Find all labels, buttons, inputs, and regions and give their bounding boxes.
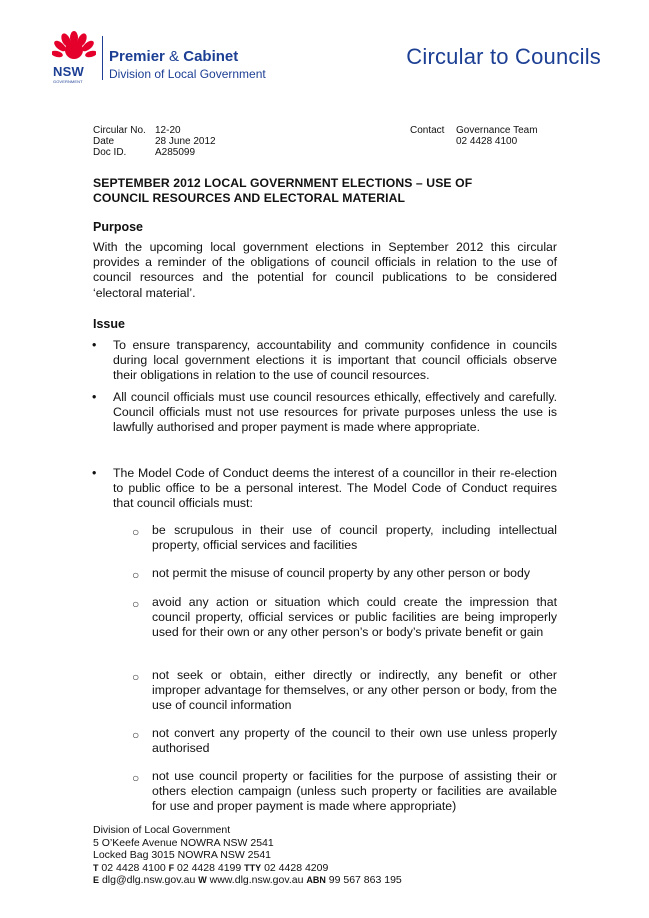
sub-bullet-marker: ○: [132, 771, 140, 785]
footer-street: 5 O’Keefe Avenue NOWRA NSW 2541: [93, 836, 274, 849]
circular-meta: [93, 125, 216, 158]
tty-label: TTY: [244, 862, 262, 873]
conduct-item-6: not use council property or facilities for the purpose of assisting their or others election campaign (unless such property or facilities are available for use and proper payment is made where appropriate): [152, 769, 557, 814]
contact-label: Contact: [410, 125, 445, 136]
doc-id-label: Doc ID.: [93, 147, 127, 158]
doc-id: A285099: [155, 147, 196, 158]
sub-bullet-marker: ○: [132, 670, 140, 684]
purpose-heading: Purpose: [93, 220, 144, 234]
logo-nsw-text: NSW: [53, 64, 84, 79]
conduct-item-5: not convert any property of the council to their own use unless properly authorised: [152, 726, 557, 756]
footer-postal: Locked Bag 3015 NOWRA NSW 2541: [93, 849, 272, 862]
fax-label: F: [168, 862, 175, 873]
org-name-part1: Premier: [109, 48, 165, 65]
conduct-item-3: avoid any action or situation which could create the impression that council property, official services or public facilities are being improperly used for their own or any other person’s or body’s private benefit or gain: [152, 595, 557, 640]
contact-name: Governance Team: [456, 125, 538, 136]
bullet-marker: •: [92, 390, 97, 404]
fax-value: 02 4428 4199: [177, 861, 242, 874]
sub-bullet-marker: ○: [132, 597, 140, 611]
footer-address: [93, 824, 402, 887]
bullet-marker: •: [92, 338, 97, 352]
issue-bullet-3: The Model Code of Conduct deems the interest of a councillor in their re-election to public office to be a personal interest. The Model Code of Conduct requires that council officials must:: [113, 466, 557, 511]
contact-phone: 02 4428 4100: [456, 136, 518, 147]
phone-label: T: [93, 862, 99, 873]
web-value[interactable]: www.dlg.nsw.gov.au: [209, 874, 304, 887]
circular-title-line2: COUNCIL RESOURCES AND ELECTORAL MATERIAL: [93, 191, 406, 205]
circular-title-line1: SEPTEMBER 2012 LOCAL GOVERNMENT ELECTIONS – USE OF: [93, 176, 473, 190]
date-value: 28 June 2012: [155, 136, 216, 147]
conduct-item-4: not seek or obtain, either directly or indirectly, any benefit or other improper advantage for themselves, or any other person or body, from the use of council information: [152, 668, 557, 713]
abn-label: ABN: [306, 875, 326, 886]
document-type-title: Circular to Councils: [406, 44, 601, 69]
email-value[interactable]: dlg@dlg.nsw.gov.au: [101, 874, 196, 887]
tty-value: 02 4428 4209: [264, 861, 329, 874]
date-label: Date: [93, 136, 115, 147]
org-name: [109, 48, 238, 65]
sub-bullet-marker: ○: [132, 568, 140, 582]
circular-title: [93, 176, 563, 206]
issue-heading: Issue: [93, 317, 125, 331]
circular-no: 12-20: [155, 125, 181, 136]
sub-bullet-marker: ○: [132, 525, 140, 539]
issue-bullet-2: All council officials must use council resources ethically, effectively and carefully. Council officials must not use resources for private purposes unless the use is lawfully authorised and proper payment is made where appropriate.: [113, 390, 557, 435]
conduct-item-1: be scrupulous in their use of council property, including intellectual property, official services and facilities: [152, 523, 557, 553]
org-name-part2: Cabinet: [183, 48, 239, 65]
email-label: E: [93, 875, 100, 886]
org-division: Division of Local Government: [109, 67, 266, 81]
web-label: W: [198, 875, 207, 886]
nsw-logo: [52, 30, 292, 86]
conduct-item-2: not permit the misuse of council property by any other person or body: [152, 566, 530, 580]
sub-bullet-marker: ○: [132, 728, 140, 742]
logo-government-text: GOVERNMENT: [53, 79, 83, 84]
purpose-text: With the upcoming local government elections in September 2012 this circular provides a reminder of the obligations of council officials in relation to the use of council resources and the potential for council publications to be considered ‘electoral material’.: [93, 240, 557, 300]
phone-value: 02 4428 4100: [101, 861, 166, 874]
circular-no-label: Circular No.: [93, 125, 146, 136]
footer-phones: [93, 862, 402, 875]
logo-divider: [102, 36, 103, 80]
footer-web: [93, 874, 402, 887]
bullet-marker: •: [92, 466, 97, 480]
issue-bullet-1: To ensure transparency, accountability and community confidence in councils during local government elections it is important that council officials observe their obligations in relation to the use of council resources.: [113, 338, 557, 383]
abn-value: 99 567 863 195: [328, 874, 402, 887]
footer-org: Division of Local Government: [93, 824, 231, 836]
org-name-amp: &: [169, 48, 180, 65]
contact-block: [410, 125, 538, 147]
